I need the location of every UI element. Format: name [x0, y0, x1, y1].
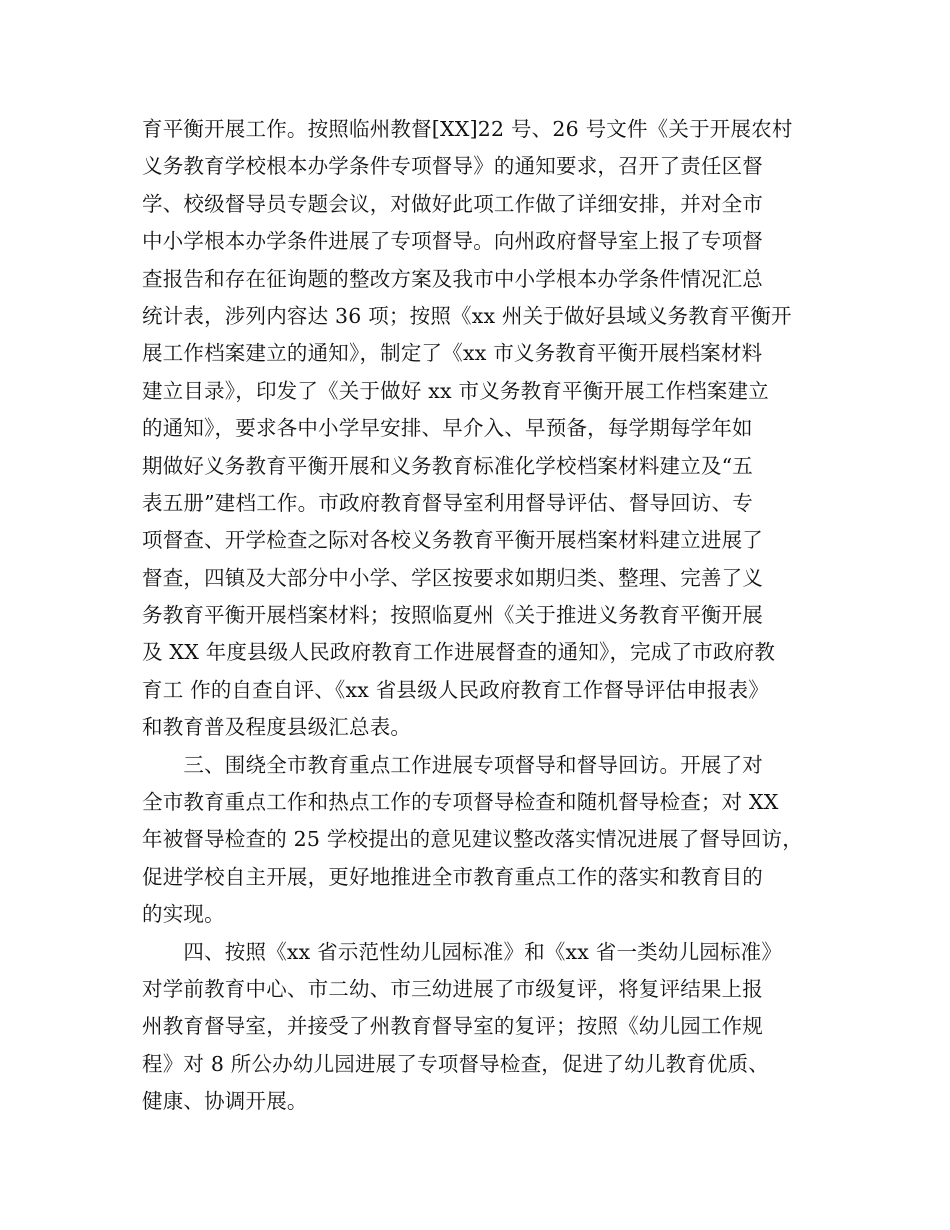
text-line: 展工作档案建立的通知》，制定了《xx 市义务教育平衡开展档案材料 — [142, 341, 763, 366]
paragraph-1 — [142, 111, 832, 747]
text-line: 中小学根本办学条件进展了专项督导。向州政府督导室上报了专项督 — [142, 229, 763, 254]
text-line: 育平衡开展工作。按照临州教督[XX]22 号、26 号文件《关于开展农村 — [142, 117, 793, 141]
text-line: 的通知》，要求各中小学早安排、早介入、早预备，每学期每学年如 — [142, 416, 753, 441]
text-line: 期做好义务教育平衡开展和义务教育标准化学校档案材料建立及“五 — [142, 453, 753, 478]
text-line: 年被督导检查的 25 学校提出的意见建议整改落实情况进展了督导回访， — [142, 827, 803, 852]
text-line: 四、按照《xx 省示范性幼儿园标准》和《xx 省一类幼儿园标准》 — [142, 939, 783, 964]
text-line: 的实现。 — [142, 902, 225, 927]
text-line: 学、校级督导员专题会议，对做好此项工作做了详细安排，并对全市 — [142, 191, 763, 216]
document-body — [142, 111, 832, 1121]
text-line: 及 XX 年度县级人民政府教育工作进展督查的通知》，完成了市政府教 — [142, 640, 776, 665]
text-line: 程》对 8 所公办幼儿园进展了专项督导检查，促进了幼儿教育优质、 — [142, 1051, 769, 1076]
text-line: 三、围绕全市教育重点工作进展专项督导和督导回访。开展了对 — [142, 752, 763, 777]
paragraph-3 — [142, 934, 832, 1121]
text-line: 查报告和存在征询题的整改方案及我市中小学根本办学条件情况汇总 — [142, 266, 763, 291]
text-line: 督查，四镇及大部分中小学、学区按要求如期归类、整理、完善了义 — [142, 565, 763, 590]
text-line: 表五册”建档工作。市政府教育督导室利用督导评估、督导回访、专 — [142, 490, 753, 515]
text-line: 义务教育学校根本办学条件专项督导》的通知要求，召开了责任区督 — [142, 154, 763, 179]
text-line: 建立目录》，印发了《关于做好 xx 市义务教育平衡开展工作档案建立 — [142, 378, 770, 403]
text-line: 全市教育重点工作和热点工作的专项督导检查和随机督导检查；对 XX — [142, 790, 779, 815]
text-line: 健康、协调开展。 — [142, 1089, 308, 1114]
text-line: 州教育督导室，并接受了州教育督导室的复评；按照《幼儿园工作规 — [142, 1014, 763, 1039]
paragraph-2 — [142, 747, 832, 934]
text-line: 统计表，涉列内容达 36 项；按照《xx 州关于做好县域义务教育平衡开 — [142, 303, 792, 328]
text-line: 促进学校自主开展，更好地推进全市教育重点工作的落实和教育目的 — [142, 864, 763, 889]
text-line: 和教育普及程度县级汇总表。 — [142, 715, 412, 740]
text-line: 育工 作的自查自评、《xx 省县级人民政府教育工作督导评估申报表》 — [142, 677, 770, 702]
text-line: 对学前教育中心、市二幼、市三幼进展了市级复评，将复评结果上报 — [142, 976, 763, 1001]
text-line: 项督查、开学检查之际对各校义务教育平衡开展档案材料建立进展了 — [142, 528, 763, 553]
text-line: 务教育平衡开展档案材料；按照临夏州《关于推进义务教育平衡开展 — [142, 603, 763, 628]
